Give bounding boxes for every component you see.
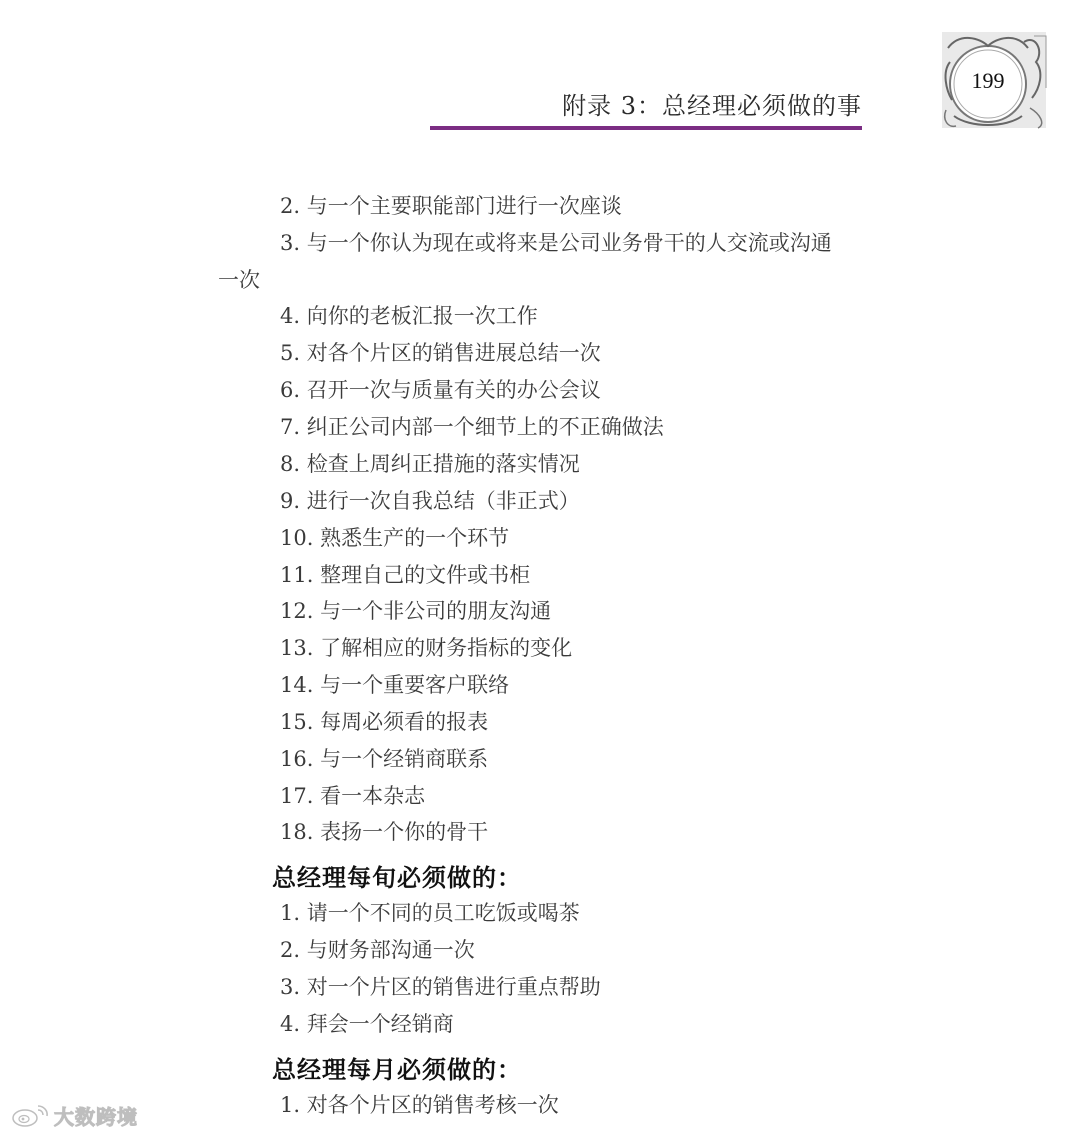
list-item: 10. 熟悉生产的一个环节: [280, 526, 510, 550]
list-item: 7. 纠正公司内部一个细节上的不正确做法: [280, 415, 664, 439]
list-item-continuation: 一次: [218, 268, 260, 292]
page-number-badge: [940, 28, 1052, 132]
list-item: 1. 对各个片区的销售考核一次: [280, 1093, 559, 1117]
running-header: [430, 80, 862, 130]
list-item: 3. 与一个你认为现在或将来是公司业务骨干的人交流或沟通: [280, 231, 832, 255]
list-item: 8. 检查上周纠正措施的落实情况: [280, 452, 580, 476]
list-item: 5. 对各个片区的销售进展总结一次: [280, 341, 601, 365]
list-item: 3. 对一个片区的销售进行重点帮助: [280, 975, 601, 999]
list-item: 12. 与一个非公司的朋友沟通: [280, 599, 552, 623]
list-item: 17. 看一本杂志: [280, 784, 426, 808]
list-item: 9. 进行一次自我总结（非正式）: [280, 489, 580, 513]
list-item: 1. 请一个不同的员工吃饭或喝茶: [280, 901, 580, 925]
list-item: 11. 整理自己的文件或书柜: [280, 563, 531, 587]
chapter-title: 附录 3：总经理必须做的事: [562, 92, 862, 120]
list-item: 14. 与一个重要客户联络: [280, 673, 510, 697]
section-heading-monthly: 总经理每月必须做的：: [272, 1056, 522, 1084]
list-item: 16. 与一个经销商联系: [280, 747, 489, 771]
list-item: 4. 拜会一个经销商: [280, 1012, 454, 1036]
list-item: 4. 向你的老板汇报一次工作: [280, 304, 538, 328]
list-item: 2. 与一个主要职能部门进行一次座谈: [280, 194, 622, 218]
header-rule: [430, 126, 862, 130]
section-heading-ten-day: 总经理每旬必须做的：: [272, 864, 522, 892]
list-item: 15. 每周必须看的报表: [280, 710, 489, 734]
list-item: 6. 召开一次与质量有关的办公会议: [280, 378, 601, 402]
watermark-text: 大数跨境: [54, 1104, 138, 1129]
list-item: 2. 与财务部沟通一次: [280, 938, 475, 962]
watermark: [10, 1098, 138, 1132]
list-item: 13. 了解相应的财务指标的变化: [280, 636, 573, 660]
list-item: 18. 表扬一个你的骨干: [280, 820, 489, 844]
page-number: 199: [971, 68, 1005, 93]
weibo-logo-icon: [10, 1102, 50, 1128]
